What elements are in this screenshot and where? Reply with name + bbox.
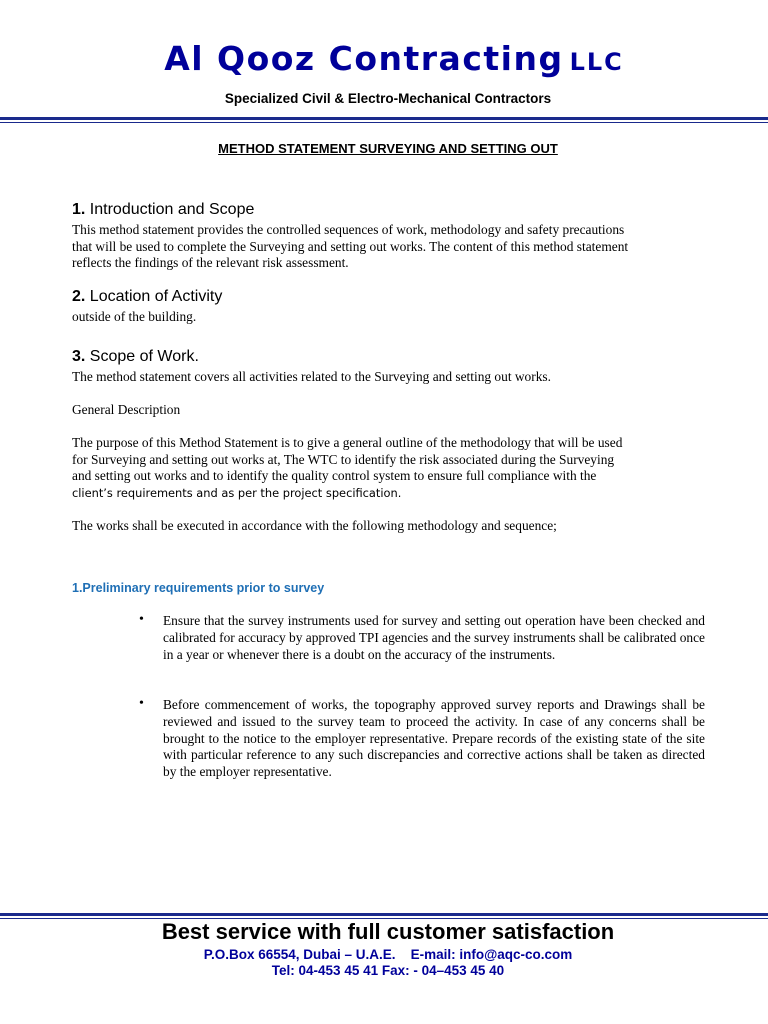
bullet-icon: • [139,612,144,627]
section-number: 2. [72,288,86,305]
bullet-icon: • [139,696,144,711]
paragraph-line: This method statement provides the controlled sequences of work, methodology and safety precautions [72,222,625,237]
bullet-item: Before commencement of works, the topography approved survey reports and Drawings shall be reviewed and issued to the survey team to proceed the activity. In case of any concerns shall be brought to the notice to the employer representative. Prepare records of the existing state of the site with particular reference to any such discrepancies and corrective actions shall be taken as directed by the employer representative. [163,697,705,780]
footer-telephone: Tel: 04-453 45 41 Fax: - 04–453 45 40 [271,963,505,978]
section-title: Scope of Work. [89,348,199,365]
section-title: Introduction and Scope [89,201,255,218]
paragraph-line: client’s requirements and as per the project specification. [72,485,402,500]
paragraph-line: outside of the building. [72,309,197,324]
works-sentence [72,518,712,535]
header-divider-thin [0,122,768,123]
company-name-main: Al Qooz Contracting [164,39,564,78]
company-name-suffix: LLC [569,48,624,76]
paragraph-line: General Description [72,402,181,417]
section-body-scope [72,369,712,386]
paragraph-line: and setting out works and to identify the quality control system to ensure full compliance with the [72,468,597,483]
section-body-location [72,309,712,326]
paragraph-line: reflects the findings of the relevant risk assessment. [72,255,349,270]
section-body-introduction [72,222,712,272]
company-tagline: Specialized Civil & Electro-Mechanical Contractors [224,91,552,106]
preliminary-heading: 1.Preliminary requirements prior to survey [72,581,325,595]
footer-address: P.O.Box 66554, Dubai – U.A.E. E-mail: info@aqc-co.com [203,947,573,962]
section-title: Location of Activity [89,288,223,305]
bullet-item: Ensure that the survey instruments used for survey and setting out operation have been checked and calibrated for accuracy by approved TPI agencies and the survey instruments shall be calibrated once in a year or whenever there is a doubt on the accuracy of the instruments. [163,613,705,662]
paragraph-line: The method statement covers all activities related to the Surveying and setting out works. [72,369,551,384]
footer-slogan: Best service with full customer satisfaction [161,919,615,944]
company-name [0,39,768,78]
section-number: 3. [72,348,86,365]
paragraph-line: The works shall be executed in accordance with the following methodology and sequence; [72,518,557,533]
paragraph-line: for Surveying and setting out works at, The WTC to identify the risk associated during the Surveying [72,451,615,467]
section-number: 1. [72,201,86,218]
section-heading-introduction [72,201,254,219]
general-description-label [72,402,712,419]
section-heading-location [72,288,222,306]
paragraph-line: The purpose of this Method Statement is to give a general outline of the methodology that will be used [72,435,623,450]
paragraph-line: that will be used to complete the Surveying and setting out works. The content of this method statement [72,238,629,254]
header-divider [0,117,768,120]
footer-divider [0,913,768,916]
section-heading-scope [72,348,199,366]
purpose-paragraph [72,435,712,501]
document-title: METHOD STATEMENT SURVEYING AND SETTING OUT [218,141,558,156]
